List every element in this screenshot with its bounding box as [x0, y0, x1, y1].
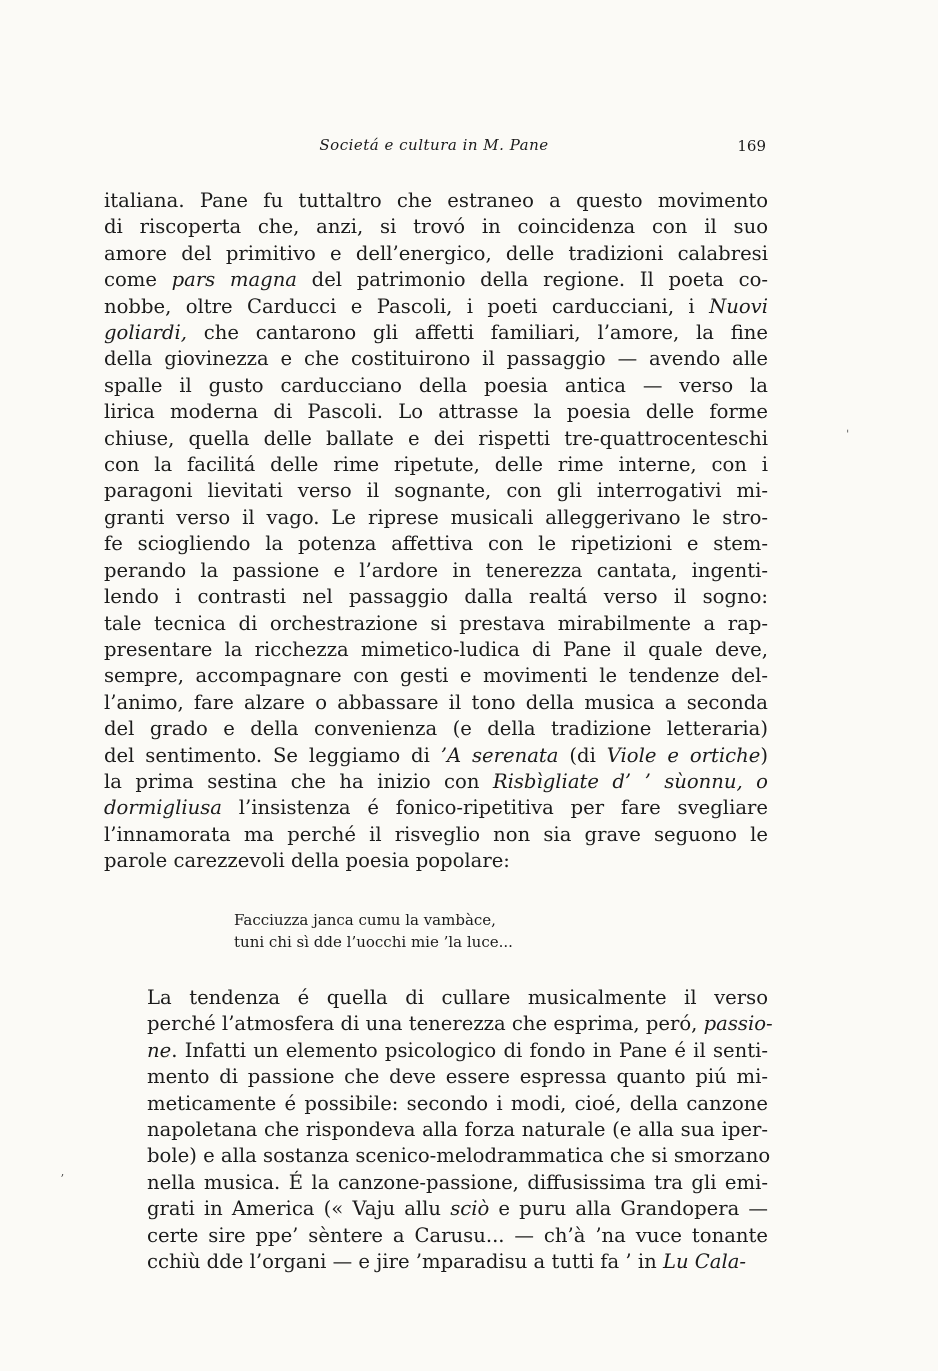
italic-text: Viole e ortiche — [606, 743, 761, 767]
paragraph-2 — [104, 985, 773, 1275]
text-line: lirica moderna di Pascoli. Lo attrasse la poesia delle forme — [104, 400, 768, 424]
text-line: goliardi, che cantarono gli affetti familiari, l’amore, la fine — [104, 321, 768, 345]
italic-text: Nuovi — [709, 294, 768, 318]
verse-line: Facciuzza janca cumu la vambàce, — [234, 911, 496, 929]
text-line: del grado e della convenienza (e della tradizione letteraria) — [104, 717, 768, 741]
text-line: ne. Infatti un elemento psicologico di fondo in Pane é il senti- — [147, 1038, 768, 1062]
text-line: amore del primitivo e dell’energico, delle tradizioni calabresi — [104, 241, 768, 265]
text-line: del sentimento. Se leggiamo di ’A serenata (di Viole e ortiche) — [104, 743, 768, 767]
page-number: 169 — [737, 137, 766, 155]
text-line: sempre, accompagnare con gesti e movimenti le tendenze del- — [104, 664, 768, 688]
running-head — [100, 136, 768, 160]
paragraph-1 — [104, 188, 768, 875]
text-line: fe sciogliendo la potenza affettiva con le ripetizioni e stem- — [104, 532, 768, 556]
text-line: bole) e alla sostanza scenico-melodrammatica che si smorzano — [147, 1144, 771, 1168]
verse-line: tuni chi sì dde l’uocchi mie ’la luce... — [234, 933, 513, 951]
text-line: di riscoperta che, anzi, si trovó in coincidenza con il suo — [104, 215, 768, 239]
text-line: lendo i contrasti nel passaggio dalla realtá verso il sogno: — [104, 585, 768, 609]
text-line: l’animo, fare alzare o abbassare il tono della musica a seconda — [104, 690, 768, 714]
text-line: con la facilitá delle rime ripetute, delle rime interne, con i — [104, 453, 768, 477]
text-line: spalle il gusto carducciano della poesia antica — verso la — [104, 373, 768, 397]
verse-quotation — [234, 909, 654, 953]
text-line: dormigliusa l’insistenza é fonico-ripetitiva per fare svegliare — [104, 796, 768, 820]
italic-text: sciò — [450, 1197, 490, 1221]
text-line: mento di passione che deve essere espressa quanto piú mi- — [147, 1065, 768, 1089]
text-line: certe sire ppe’ sèntere a Carusu... — ch’à ’na vuce tonante — [147, 1223, 768, 1247]
text-line: chiuse, quella delle ballate e dei rispetti tre-quattrocenteschi — [104, 426, 768, 450]
text-line: come pars magna del patrimonio della regione. Il poeta co- — [104, 268, 768, 292]
text-line: tale tecnica di orchestrazione si prestava mirabilmente a rap- — [104, 611, 768, 635]
text-line: della giovinezza e che costituirono il passaggio — avendo alle — [104, 347, 768, 371]
running-title: Societá e cultura in M. Pane — [319, 136, 549, 154]
text-line: l’innamorata ma perché il risveglio non sia grave seguono le — [104, 822, 768, 846]
text-line: napoletana che rispondeva alla forza naturale (e alla sua iper- — [147, 1118, 768, 1142]
italic-text: ’A serenata — [440, 743, 559, 767]
italic-text: dormigliusa — [104, 796, 222, 820]
margin-mark: ˌ — [846, 420, 850, 434]
text-line: italiana. Pane fu tuttaltro che estraneo a questo movimento — [104, 189, 768, 212]
text-line: perando la passione e l’ardore in tenerezza cantata, ingenti- — [104, 558, 768, 582]
italic-text: Lu Cala- — [662, 1250, 747, 1274]
text-line: meticamente é possibile: secondo i modi, cioé, della canzone — [147, 1091, 768, 1115]
italic-text: Risbìgliate d’ ’ sùonnu, o — [492, 769, 768, 793]
text-line: perché l’atmosfera di una tenerezza che esprima, peró, passio- — [147, 1012, 773, 1036]
italic-text: passio- — [703, 1012, 773, 1036]
text-line: presentare la ricchezza mimetico-ludica di Pane il quale deve, — [104, 637, 768, 661]
text-line: granti verso il vago. Le riprese musicali alleggerivano le stro- — [104, 505, 768, 529]
text-line: paragoni lievitati verso il sognante, con gli interrogativi mi- — [104, 479, 768, 503]
text-line: grati in America (« Vaju allu sciò e puru alla Grandopera — — [147, 1197, 768, 1221]
italic-text: pars magna — [171, 268, 297, 292]
text-line: parole carezzevoli della poesia popolare: — [104, 849, 510, 873]
text-line: nobbe, oltre Carducci e Pascoli, i poeti carducciani, i Nuovi — [104, 294, 768, 318]
text-line: cchiù dde l’organi — e jire ’mparadisu a tutti fa ’ in Lu Cala- — [147, 1250, 747, 1274]
italic-text: goliardi, — [104, 321, 187, 345]
text-line: la prima sestina che ha inizio con Risbìgliate d’ ’ sùonnu, o — [104, 769, 768, 793]
margin-mark: ʼ — [60, 1172, 64, 1186]
text-line: nella musica. É la canzone-passione, diffusissima tra gli emi- — [147, 1170, 768, 1194]
italic-text: ne — [147, 1038, 172, 1062]
text-line: La tendenza é quella di cullare musicalmente il verso — [147, 986, 768, 1009]
